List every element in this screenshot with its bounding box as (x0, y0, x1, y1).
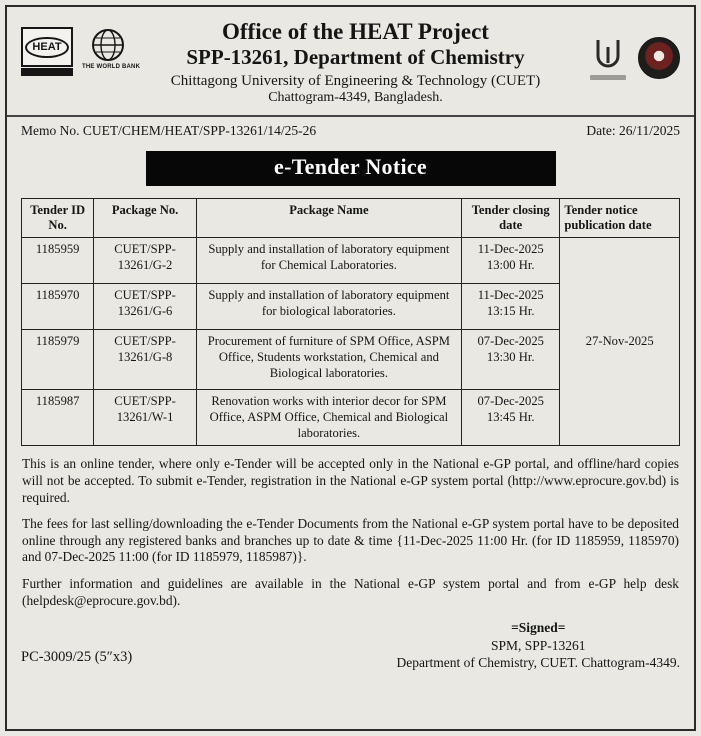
heat-logo-box (21, 27, 73, 67)
print-reference: PC-3009/25 (5″x3) (21, 648, 133, 665)
heat-logo-text: HEAT (25, 37, 68, 58)
closing-date: 07-Dec-2025 (477, 394, 544, 409)
closing-date-cell (461, 284, 559, 330)
package-name-cell: Supply and installation of laboratory equipment for biological laboratories. (196, 284, 461, 330)
ugc-monogram-icon (592, 37, 624, 73)
body-paragraph: This is an online tender, where only e-Tender will be accepted only in the National e-GP portal, and offline/hard copies will not be accepted. To submit e-Tender, registration in the National e-GP system portal (http://www.eprocure.gov.bd) is required. (22, 456, 679, 505)
header-tender-id: Tender ID No. (22, 198, 94, 237)
package-name-cell: Renovation works with interior decor for SPM Office, ASPM Office, Chemical and Biological laboratories. (196, 390, 461, 446)
closing-date-cell (461, 390, 559, 446)
closing-time: 13:00 Hr. (486, 257, 535, 272)
closing-time: 13:45 Hr. (486, 409, 535, 424)
package-no-cell: CUET/SPP-13261/W-1 (94, 390, 196, 446)
ugc-caption (590, 75, 626, 80)
world-bank-caption: THE WORLD BANK (82, 64, 141, 70)
letterhead (21, 19, 680, 107)
cuet-logo (638, 37, 680, 79)
memo-row (21, 123, 680, 139)
notice-title: e-Tender Notice (274, 153, 427, 179)
closing-time: 13:15 Hr. (486, 303, 535, 318)
org-subtitle-line1: Chittagong University of Engineering & Technology (CUET) (170, 72, 541, 89)
memo-date: Date: 26/11/2025 (586, 122, 680, 138)
tender-id-cell: 1185979 (22, 330, 94, 390)
table-row (22, 238, 680, 284)
table-header-row (22, 198, 680, 237)
letterhead-titles (143, 19, 568, 107)
tender-id-cell: 1185970 (22, 284, 94, 330)
memo-number: Memo No. CUET/CHEM/HEAT/SPP-13261/14/25-26 (21, 122, 317, 138)
body-paragraph: Further information and guidelines are available in the National e-GP system portal and from e-GP help desk (helpdesk@eprocure.gov.bd). (22, 576, 679, 608)
package-no-cell: CUET/SPP-13261/G-8 (94, 330, 196, 390)
closing-date: 11-Dec-2025 (477, 242, 544, 257)
package-no-cell: CUET/SPP-13261/G-2 (94, 238, 196, 284)
package-no-cell: CUET/SPP-13261/G-6 (94, 284, 196, 330)
closing-date-cell (461, 238, 559, 284)
ugc-logo (589, 37, 627, 80)
heat-logo (21, 27, 73, 76)
package-name-cell: Supply and installation of laboratory equipment for Chemical Laboratories. (196, 238, 461, 284)
left-logo-group (21, 19, 143, 76)
heat-logo-strip (21, 68, 73, 76)
package-name-cell: Procurement of furniture of SPM Office, ASPM Office, Students workstation, Chemical and Biological laboratories. (196, 330, 461, 390)
signatory-org: Department of Chemistry, CUET. Chattogram-4349. (396, 655, 680, 671)
signatory-title: SPM, SPP-13261 (491, 637, 586, 653)
globe-icon (90, 27, 126, 63)
publication-date-cell: 27-Nov-2025 (560, 238, 680, 446)
closing-date: 07-Dec-2025 (477, 334, 544, 349)
tender-id-cell: 1185987 (22, 390, 94, 446)
right-logo-group (568, 19, 680, 80)
signed-label: =Signed= (511, 620, 566, 636)
closing-time: 13:30 Hr. (486, 349, 535, 364)
org-subtitle-line2: Chattogram-4349, Bangladesh. (268, 90, 443, 106)
closing-date: 11-Dec-2025 (477, 288, 544, 303)
closing-date-cell (461, 330, 559, 390)
signature-block (397, 619, 680, 672)
world-bank-logo (82, 27, 141, 70)
header-closing-date: Tender closing date (461, 198, 559, 237)
tender-id-cell: 1185959 (22, 238, 94, 284)
org-title-line2: SPP-13261, Department of Chemistry (186, 44, 525, 69)
footer (21, 619, 680, 672)
body-paragraph: The fees for last selling/downloading the e-Tender Documents from the National e-GP system portal have to be deposited online through any registered banks and branches up to date & time {11-Dec-2025 11:00 Hr. (for ID 1185959, 1185970) and 07-Dec-2025 11:00 (for ID 1185979, 1185987)}. (22, 516, 679, 565)
header-package-no: Package No. (94, 198, 196, 237)
header-package-name: Package Name (196, 198, 461, 237)
tender-table (21, 198, 680, 446)
header-publication-date: Tender notice publication date (560, 198, 680, 237)
notice-title-banner (146, 151, 556, 186)
header-divider (7, 115, 694, 117)
document-border (5, 5, 696, 731)
org-title-line1: Office of the HEAT Project (222, 19, 489, 44)
